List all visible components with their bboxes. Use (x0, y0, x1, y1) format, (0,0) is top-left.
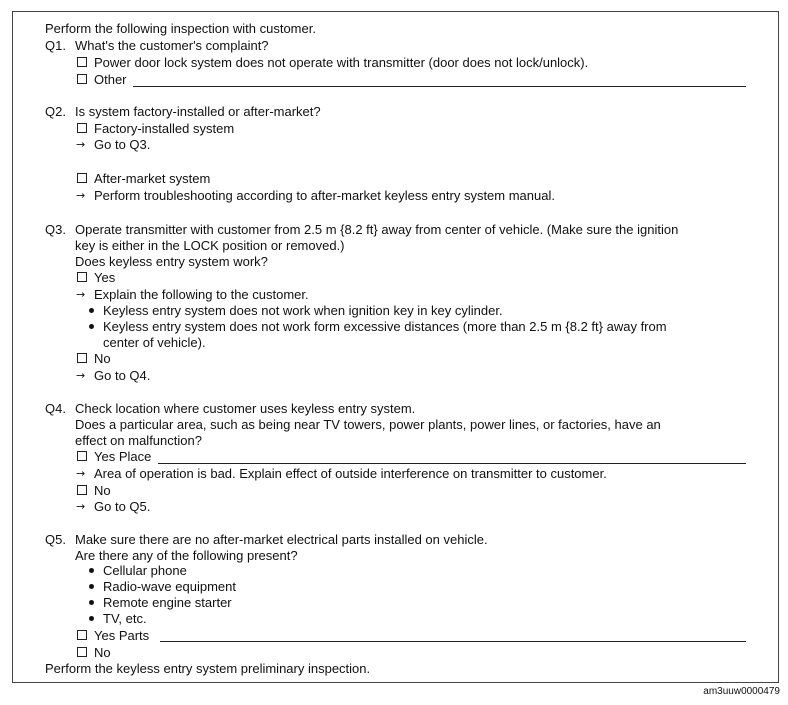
q2-label: Q2. (45, 104, 66, 119)
q4-line2: Does a particular area, such as being near TV towers, power plants, power lines, or factories, have an (75, 417, 661, 432)
bullet-icon (89, 568, 94, 573)
q2-option1-checkbox[interactable] (77, 123, 87, 133)
bullet-icon (89, 308, 94, 313)
q2-option2-checkbox[interactable] (77, 173, 87, 183)
q4-label: Q4. (45, 401, 66, 416)
q3-go-text: Go to Q4. (94, 368, 151, 383)
q5-yes-label: Yes Parts (94, 628, 150, 643)
q5-item: Remote engine starter (103, 595, 232, 610)
q3-no-checkbox[interactable] (77, 353, 87, 363)
intro-text: Perform the following inspection with customer. (45, 21, 316, 36)
bullet-icon (89, 324, 94, 329)
q1-option1-label: Power door lock system does not operate with transmitter (door does not lock/unlock). (94, 55, 589, 70)
q3-bullet1: Keyless entry system does not work when ignition key in key cylinder. (103, 303, 503, 318)
q4-no-checkbox[interactable] (77, 485, 87, 495)
arrow-icon: → (76, 138, 86, 151)
bullet-icon (89, 616, 94, 621)
q4-go-text: Go to Q5. (94, 499, 151, 514)
q5-label: Q5. (45, 532, 66, 547)
closing-text: Perform the keyless entry system preliminary inspection. (45, 661, 371, 676)
q3-label: Q3. (45, 222, 66, 237)
q2-option2-label: After-market system (94, 171, 211, 186)
figure-code: am3uuw0000479 (703, 686, 780, 697)
q2-go2-text: Perform troubleshooting according to after-market keyless entry system manual. (94, 188, 555, 203)
q4-place-write-line[interactable] (158, 463, 746, 464)
q4-yes-result-text: Area of operation is bad. Explain effect of outside interference on transmitter to customer. (94, 466, 607, 481)
q4-yes-checkbox[interactable] (77, 451, 87, 461)
q3-line3: Does keyless entry system work? (75, 254, 268, 269)
q1-option2-checkbox[interactable] (77, 74, 87, 84)
bullet-icon (89, 584, 94, 589)
q5-line2: Are there any of the following present? (75, 548, 298, 563)
q3-yes-checkbox[interactable] (77, 272, 87, 282)
q4-yes-label: Yes Place (94, 449, 152, 464)
arrow-icon: → (76, 288, 86, 301)
q3-bullet2-line1: Keyless entry system does not work form excessive distances (more than 2.5 m {8.2 ft} away from (103, 319, 667, 334)
q5-no-checkbox[interactable] (77, 647, 87, 657)
q3-yes-label: Yes (94, 270, 116, 285)
arrow-icon: → (76, 369, 86, 382)
q4-no-label: No (94, 483, 111, 498)
q3-line2: key is either in the LOCK position or removed.) (75, 238, 345, 253)
q3-line1: Operate transmitter with customer from 2.5 m {8.2 ft} away from center of vehicle. (Make sure the ignition (75, 222, 679, 237)
q5-item: Cellular phone (103, 563, 187, 578)
bullet-icon (89, 600, 94, 605)
q5-item: TV, etc. (103, 611, 147, 626)
arrow-icon: → (76, 500, 86, 513)
q1-label: Q1. (45, 38, 66, 53)
q5-parts-write-line[interactable] (160, 641, 746, 642)
q1-option2-label: Other (94, 72, 127, 87)
q3-no-label: No (94, 351, 111, 366)
q5-no-label: No (94, 645, 111, 660)
arrow-icon: → (76, 189, 86, 202)
q5-line1: Make sure there are no after-market electrical parts installed on vehicle. (75, 532, 488, 547)
q3-bullet2-line2: center of vehicle). (103, 335, 206, 350)
q2-go1-text: Go to Q3. (94, 137, 151, 152)
q2-option1-label: Factory-installed system (94, 121, 235, 136)
q1-other-write-line[interactable] (133, 86, 746, 87)
q5-yes-checkbox[interactable] (77, 630, 87, 640)
q4-line3: effect on malfunction? (75, 433, 202, 448)
q1-question: What's the customer's complaint? (75, 38, 269, 53)
arrow-icon: → (76, 467, 86, 480)
q2-question: Is system factory-installed or after-market? (75, 104, 321, 119)
q3-explain-text: Explain the following to the customer. (94, 287, 309, 302)
q4-line1: Check location where customer uses keyless entry system. (75, 401, 416, 416)
q1-option1-checkbox[interactable] (77, 57, 87, 67)
q5-item: Radio-wave equipment (103, 579, 236, 594)
